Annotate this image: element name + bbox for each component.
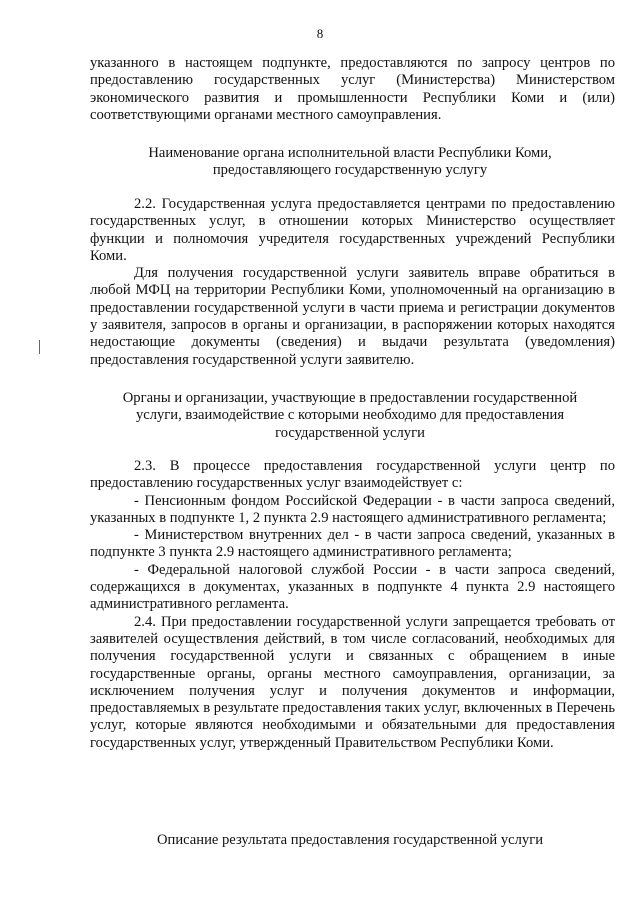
- paragraph-2-4: 2.4. При предоставлении государственной услуги запрещается требовать от заявителей осуществления действий, в том числе согласований, необходимых для получения государственной услуги и связанных с обращением в иные государственные органы, органы местного самоуправления, организации, за исключением получения услуг и получения документов и информации, предоставляемых в результате предоставления таких услуг, включенных в Перечень услуг, которые являются необходимыми и обязательными для предоставления государственных услуг, утвержденный Правительством Республики Коми.: [90, 613, 615, 751]
- paragraph-text: Для получения государственной услуги заявитель вправе обратиться в любой МФЦ на территории Республики Коми, уполномоченный на организацию в предоставлении государственной услуги в части приема и регистрации документов у заявителя, запросов в органы и организации, в распоряжении которых находятся недостающие документы (сведения) и выдачи результата (уведомления) предоставления государственной услуги заявителю.: [90, 265, 615, 368]
- paragraph-text: 2.2. Государственная услуга предоставляется центрами по предоставлению государственных услуг, в отношении которых Министерство осуществляет функции и полномочия учредителя государственных учреждений Республики Коми.: [90, 196, 615, 264]
- heading-text: Органы и организации, участвующие в предоставлении государственной услуги, взаимодействие с которыми необходимо для предоставления государственной услуги: [122, 390, 578, 441]
- section-heading-organizations: [115, 390, 585, 442]
- paragraph-continuation: [90, 55, 615, 124]
- section-heading-authority: [120, 145, 580, 180]
- paragraph-text: 2.3. В процессе предоставления государственной услуги центр по предоставлению государственных услуг взаимодействует с:: [90, 458, 615, 492]
- paragraph-text: указанного в настоящем подпункте, предоставляются по запросу центров по предоставлению государственных услуг (Министерства) Министерством экономического развития и промышленности Республики Коми и (или) соответствующими органами местного самоуправления.: [90, 55, 615, 123]
- list-item: - Пенсионным фондом Российской Федерации - в части запроса сведений, указанных в подпункте 1, 2 пункта 2.9 настоящего административного регламента;: [90, 492, 615, 526]
- list-item: - Федеральной налоговой службой России - в части запроса сведений, содержащихся в документах, указанных в подпункте 4 пункта 2.9 настоящего административного регламента.: [90, 561, 615, 613]
- paragraph-2-2: [90, 196, 615, 369]
- heading-text: Описание результата предоставления государственной услуги: [156, 832, 544, 848]
- list-item: - Министерством внутренних дел - в части запроса сведений, указанных в подпункте 3 пункта 2.9 настоящего административного регламента;: [90, 527, 615, 561]
- page-number: 8: [316, 26, 324, 41]
- heading-text: Наименование органа исполнительной власти Республики Коми, предоставляющего государственную услугу: [148, 145, 552, 179]
- paragraph-2-3: [90, 458, 615, 752]
- section-heading-result: [110, 832, 590, 849]
- margin-mark: [39, 340, 40, 354]
